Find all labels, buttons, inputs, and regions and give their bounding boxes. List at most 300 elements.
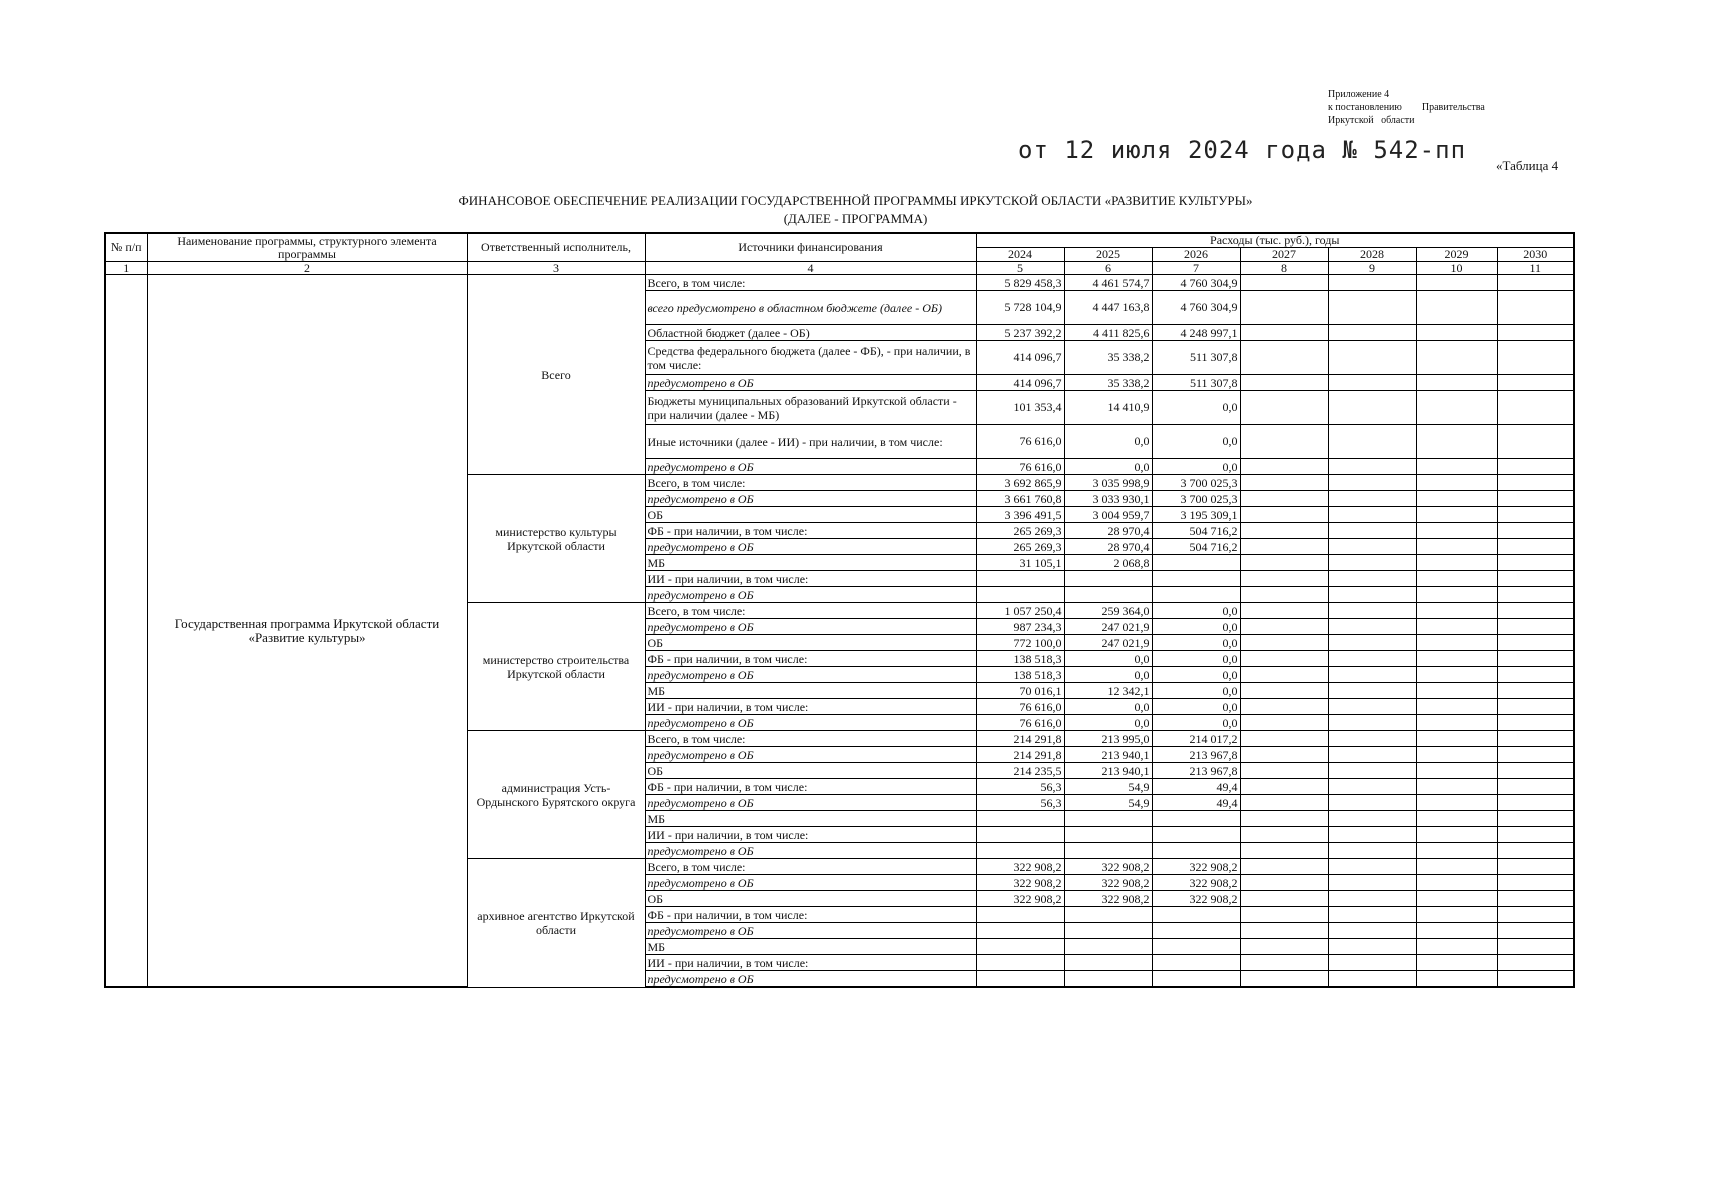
value-cell [1152,843,1240,859]
value-cell [1416,651,1497,667]
value-cell: 3 396 491,5 [976,507,1064,523]
value-cell [1416,843,1497,859]
value-cell: 49,4 [1152,779,1240,795]
value-cell: 0,0 [1152,699,1240,715]
header-year: 2024 [976,248,1064,262]
value-cell: 3 661 760,8 [976,491,1064,507]
executor-cell: Всего [467,275,645,475]
value-cell: 3 035 998,9 [1064,475,1152,491]
value-cell [1240,375,1328,391]
value-cell [1497,491,1574,507]
value-cell [1497,507,1574,523]
value-cell [1064,923,1152,939]
appendix-line: Приложение 4 [1328,89,1390,100]
value-cell [976,843,1064,859]
value-cell [1152,939,1240,955]
value-cell [1416,291,1497,325]
value-cell: 12 342,1 [1064,683,1152,699]
value-cell: 2 068,8 [1064,555,1152,571]
column-index: 10 [1416,262,1497,275]
value-cell [1328,811,1416,827]
value-cell: 76 616,0 [976,425,1064,459]
value-cell [1240,507,1328,523]
source-cell: предусмотрено в ОБ [645,795,976,811]
value-cell [1497,275,1574,291]
value-cell [1152,907,1240,923]
value-cell: 4 411 825,6 [1064,325,1152,341]
value-cell [1416,555,1497,571]
value-cell [1328,635,1416,651]
value-cell: 414 096,7 [976,341,1064,375]
value-cell: 54,9 [1064,795,1152,811]
value-cell: 247 021,9 [1064,635,1152,651]
value-cell [1152,923,1240,939]
value-cell: 138 518,3 [976,667,1064,683]
value-cell [1328,859,1416,875]
value-cell [1064,971,1152,988]
value-cell [1497,375,1574,391]
value-cell: 35 338,2 [1064,341,1152,375]
value-cell [1416,795,1497,811]
value-cell [1328,325,1416,341]
column-index: 1 [105,262,147,275]
value-cell [1064,843,1152,859]
value-cell: 987 234,3 [976,619,1064,635]
value-cell [1328,425,1416,459]
source-cell: ФБ - при наличии, в том числе: [645,779,976,795]
value-cell [1328,375,1416,391]
value-cell [976,971,1064,988]
value-cell [1416,539,1497,555]
value-cell: 511 307,8 [1152,375,1240,391]
value-cell [1328,795,1416,811]
appendix-note [1328,88,1485,127]
value-cell [1416,667,1497,683]
source-cell: Бюджеты муниципальных образований Иркутской области - при наличии (далее - МБ) [645,391,976,425]
source-cell: ИИ - при наличии, в том числе: [645,571,976,587]
value-cell: 414 096,7 [976,375,1064,391]
value-cell [1328,391,1416,425]
value-cell [1497,795,1574,811]
value-cell: 101 353,4 [976,391,1064,425]
value-cell [1240,795,1328,811]
value-cell: 214 291,8 [976,747,1064,763]
value-cell [1064,811,1152,827]
source-cell: предусмотрено в ОБ [645,923,976,939]
value-cell [1240,555,1328,571]
value-cell [1497,619,1574,635]
source-cell: предусмотрено в ОБ [645,667,976,683]
value-cell [1328,731,1416,747]
value-cell: 214 017,2 [1152,731,1240,747]
value-cell [1328,651,1416,667]
value-cell: 5 237 392,2 [976,325,1064,341]
value-cell [1240,325,1328,341]
value-cell: 213 967,8 [1152,763,1240,779]
value-cell [1416,619,1497,635]
source-cell: МБ [645,939,976,955]
value-cell [1240,859,1328,875]
value-cell [1497,603,1574,619]
value-cell [1328,923,1416,939]
value-cell: 504 716,2 [1152,523,1240,539]
value-cell [1497,923,1574,939]
source-cell: ОБ [645,763,976,779]
source-cell: предусмотрено в ОБ [645,539,976,555]
value-cell: 3 692 865,9 [976,475,1064,491]
value-cell [1240,291,1328,325]
value-cell: 265 269,3 [976,539,1064,555]
value-cell [1497,587,1574,603]
value-cell [1240,523,1328,539]
value-cell [1152,971,1240,988]
value-cell [1328,907,1416,923]
header-sources: Источники финансирования [645,233,976,262]
value-cell [1152,571,1240,587]
value-cell [1416,491,1497,507]
value-cell [1328,523,1416,539]
value-cell [1064,827,1152,843]
source-cell: предусмотрено в ОБ [645,459,976,475]
column-index: 3 [467,262,645,275]
value-cell [1240,747,1328,763]
value-cell [1328,875,1416,891]
value-cell [1240,731,1328,747]
source-cell: предусмотрено в ОБ [645,875,976,891]
value-cell [1416,875,1497,891]
value-cell [1152,827,1240,843]
source-cell: предусмотрено в ОБ [645,747,976,763]
value-cell [1497,475,1574,491]
value-cell: 214 235,5 [976,763,1064,779]
source-cell: Всего, в том числе: [645,275,976,291]
value-cell [1064,571,1152,587]
value-cell: 49,4 [1152,795,1240,811]
value-cell: 3 195 309,1 [1152,507,1240,523]
value-cell [1497,731,1574,747]
value-cell [1416,699,1497,715]
value-cell [1240,875,1328,891]
value-cell [1497,875,1574,891]
value-cell [1328,779,1416,795]
value-cell [1328,555,1416,571]
source-cell: всего предусмотрено в областном бюджете (далее - ОБ) [645,291,976,325]
value-cell: 265 269,3 [976,523,1064,539]
value-cell [1240,459,1328,475]
value-cell [1497,907,1574,923]
value-cell [1416,683,1497,699]
source-cell: Всего, в том числе: [645,859,976,875]
value-cell [1064,955,1152,971]
value-cell [1240,779,1328,795]
value-cell [1416,603,1497,619]
value-cell [1328,507,1416,523]
value-cell [1240,971,1328,988]
value-cell [976,955,1064,971]
value-cell [1416,425,1497,459]
value-cell [1416,635,1497,651]
header-year: 2026 [1152,248,1240,262]
value-cell [1416,715,1497,731]
value-cell [1497,811,1574,827]
value-cell [976,571,1064,587]
value-cell [1328,475,1416,491]
header-year: 2027 [1240,248,1328,262]
appendix-line: к постановлению Правительства [1328,102,1485,113]
value-cell: 322 908,2 [1152,891,1240,907]
value-cell [1240,619,1328,635]
source-cell: Всего, в том числе: [645,731,976,747]
column-index: 7 [1152,262,1240,275]
value-cell [1416,731,1497,747]
value-cell [1064,587,1152,603]
value-cell: 56,3 [976,795,1064,811]
column-index: 8 [1240,262,1328,275]
source-cell: предусмотрено в ОБ [645,587,976,603]
value-cell [1497,459,1574,475]
value-cell [1416,923,1497,939]
value-cell [1240,539,1328,555]
value-cell: 504 716,2 [1152,539,1240,555]
value-cell: 138 518,3 [976,651,1064,667]
value-cell [1240,763,1328,779]
value-cell [1328,619,1416,635]
value-cell [1416,475,1497,491]
value-cell: 31 105,1 [976,555,1064,571]
executor-cell: министерство культуры Иркутской области [467,475,645,603]
value-cell [1497,747,1574,763]
value-cell: 0,0 [1064,699,1152,715]
document-title: ФИНАНСОВОЕ ОБЕСПЕЧЕНИЕ РЕАЛИЗАЦИИ ГОСУДАРСТВЕННОЙ ПРОГРАММЫ ИРКУТСКОЙ ОБЛАСТИ «РАЗВИТИЕ КУЛЬТУРЫ» [458,193,1253,208]
value-cell [1497,859,1574,875]
value-cell [976,587,1064,603]
value-cell: 56,3 [976,779,1064,795]
value-cell: 0,0 [1064,651,1152,667]
table-label: «Таблица 4 [1496,158,1559,173]
value-cell [1328,587,1416,603]
value-cell: 0,0 [1152,391,1240,425]
source-cell: Всего, в том числе: [645,603,976,619]
value-cell [1240,827,1328,843]
value-cell: 0,0 [1152,635,1240,651]
value-cell [1328,291,1416,325]
source-cell: предусмотрено в ОБ [645,715,976,731]
value-cell [1497,667,1574,683]
value-cell: 4 461 574,7 [1064,275,1152,291]
source-cell: ИИ - при наличии, в том числе: [645,955,976,971]
column-index: 5 [976,262,1064,275]
value-cell: 3 700 025,3 [1152,475,1240,491]
value-cell [1240,811,1328,827]
header-expenses: Расходы (тыс. руб.), годы [976,233,1574,248]
value-cell [1328,667,1416,683]
value-cell [1497,939,1574,955]
value-cell [1240,391,1328,425]
value-cell: 14 410,9 [1064,391,1152,425]
value-cell: 0,0 [1152,603,1240,619]
executor-cell: администрация Усть-Ордынского Бурятского округа [467,731,645,859]
value-cell [1497,391,1574,425]
source-cell: предусмотрено в ОБ [645,491,976,507]
value-cell [1416,955,1497,971]
value-cell: 213 940,1 [1064,747,1152,763]
value-cell: 4 447 163,8 [1064,291,1152,325]
value-cell: 0,0 [1064,425,1152,459]
value-cell [1497,827,1574,843]
value-cell: 54,9 [1064,779,1152,795]
value-cell [1328,571,1416,587]
value-cell: 322 908,2 [976,875,1064,891]
value-cell [1416,891,1497,907]
value-cell [1497,555,1574,571]
source-cell: ФБ - при наличии, в том числе: [645,907,976,923]
value-cell [976,939,1064,955]
value-cell: 322 908,2 [976,891,1064,907]
value-cell [1328,683,1416,699]
executor-cell: министерство строительства Иркутской области [467,603,645,731]
table-body [105,275,1574,988]
source-cell: Иные источники (далее - ИИ) - при наличии, в том числе: [645,425,976,459]
value-cell [1497,891,1574,907]
value-cell [1240,955,1328,971]
value-cell [1240,341,1328,375]
value-cell [1240,635,1328,651]
column-index: 9 [1328,262,1416,275]
value-cell [1497,635,1574,651]
source-cell: ОБ [645,507,976,523]
value-cell: 0,0 [1152,683,1240,699]
value-cell [1328,747,1416,763]
source-cell: предусмотрено в ОБ [645,971,976,988]
value-cell [1064,939,1152,955]
value-cell: 213 995,0 [1064,731,1152,747]
value-cell [1497,683,1574,699]
financing-table [104,232,1575,988]
value-cell: 322 908,2 [1064,875,1152,891]
source-cell: МБ [645,555,976,571]
value-cell: 4 248 997,1 [1152,325,1240,341]
value-cell: 0,0 [1064,715,1152,731]
value-cell [1240,275,1328,291]
value-cell: 4 760 304,9 [1152,291,1240,325]
value-cell [1328,715,1416,731]
source-cell: МБ [645,811,976,827]
value-cell: 35 338,2 [1064,375,1152,391]
value-cell [1240,491,1328,507]
value-cell: 76 616,0 [976,715,1064,731]
header-year: 2025 [1064,248,1152,262]
value-cell [1416,971,1497,988]
value-cell [1328,827,1416,843]
value-cell [1240,651,1328,667]
value-cell [1240,891,1328,907]
value-cell: 322 908,2 [1064,859,1152,875]
value-cell [1416,747,1497,763]
source-cell: Областной бюджет (далее - ОБ) [645,325,976,341]
value-cell [1497,763,1574,779]
source-cell: ИИ - при наличии, в том числе: [645,827,976,843]
value-cell: 3 700 025,3 [1152,491,1240,507]
header-name: Наименование программы, структурного элемента программы [147,233,467,262]
value-cell: 247 021,9 [1064,619,1152,635]
value-cell [1328,459,1416,475]
row-number-cell [105,275,147,988]
value-cell [1497,425,1574,459]
value-cell [1240,907,1328,923]
value-cell [1328,491,1416,507]
value-cell [1416,459,1497,475]
value-cell: 0,0 [1152,459,1240,475]
value-cell [1497,699,1574,715]
value-cell: 28 970,4 [1064,539,1152,555]
value-cell [1497,715,1574,731]
source-cell: ФБ - при наличии, в том числе: [645,651,976,667]
value-cell [1064,907,1152,923]
value-cell [1497,843,1574,859]
value-cell [1240,587,1328,603]
value-cell [1240,683,1328,699]
value-cell [1497,539,1574,555]
value-cell [1497,779,1574,795]
value-cell [1240,715,1328,731]
value-cell [1416,275,1497,291]
value-cell [1416,587,1497,603]
value-cell [1497,291,1574,325]
value-cell [1416,507,1497,523]
value-cell [1416,763,1497,779]
value-cell: 322 908,2 [1152,859,1240,875]
value-cell [1328,539,1416,555]
table-row [105,275,1574,291]
header-year: 2028 [1328,248,1416,262]
value-cell [1497,571,1574,587]
value-cell: 322 908,2 [1064,891,1152,907]
column-index: 11 [1497,262,1574,275]
value-cell [1416,811,1497,827]
value-cell [1497,955,1574,971]
value-cell [976,827,1064,843]
value-cell: 214 291,8 [976,731,1064,747]
value-cell: 1 057 250,4 [976,603,1064,619]
value-cell: 76 616,0 [976,699,1064,715]
value-cell: 0,0 [1152,715,1240,731]
value-cell [1240,843,1328,859]
value-cell: 28 970,4 [1064,523,1152,539]
value-cell [1497,341,1574,375]
value-cell [1416,779,1497,795]
value-cell: 0,0 [1152,651,1240,667]
value-cell [1328,699,1416,715]
decree-stamp: от 12 июля 2024 года № 542-пп [1018,136,1467,164]
column-index: 2 [147,262,467,275]
value-cell: 772 100,0 [976,635,1064,651]
header-executor: Ответственный исполнитель, [467,233,645,262]
column-index: 6 [1064,262,1152,275]
value-cell [1328,891,1416,907]
value-cell: 0,0 [1064,459,1152,475]
value-cell [1328,341,1416,375]
value-cell: 4 760 304,9 [1152,275,1240,291]
executor-cell: архивное агентство Иркутской области [467,859,645,988]
value-cell: 213 967,8 [1152,747,1240,763]
value-cell: 70 016,1 [976,683,1064,699]
source-cell: предусмотрено в ОБ [645,843,976,859]
source-cell: Всего, в том числе: [645,475,976,491]
value-cell [1328,275,1416,291]
source-cell: ИИ - при наличии, в том числе: [645,699,976,715]
value-cell: 0,0 [1152,425,1240,459]
value-cell [1497,325,1574,341]
